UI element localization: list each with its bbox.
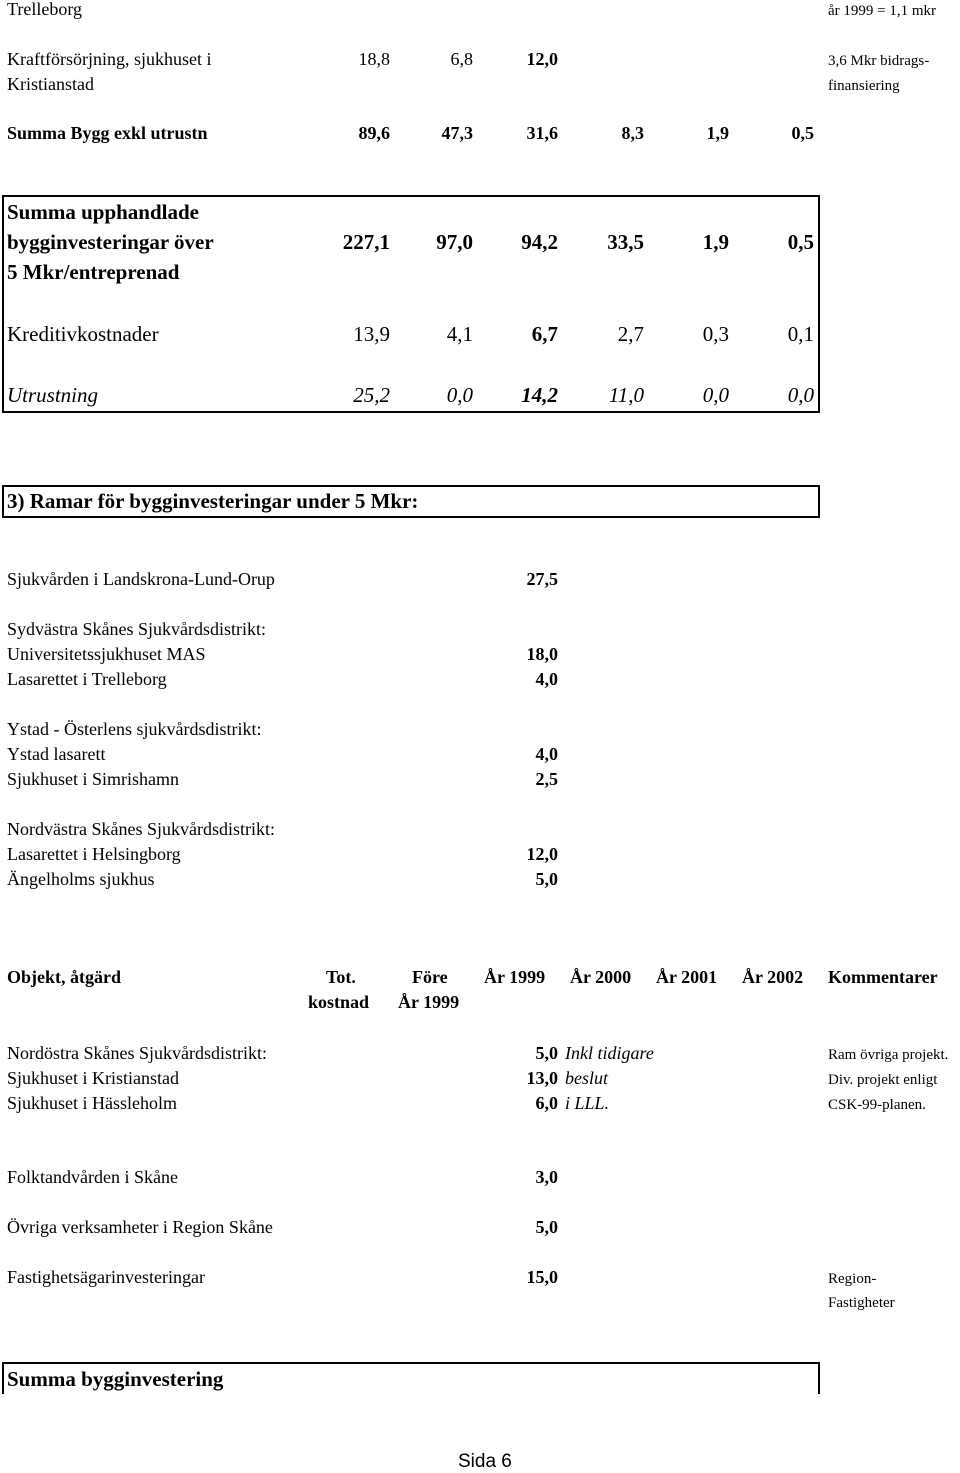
ramar-label-1: Sydvästra Skånes Sjukvårdsdistrikt: xyxy=(7,619,266,639)
summa-bygg-2001: 1,9 xyxy=(706,123,729,143)
kredit-2000: 2,7 xyxy=(617,322,644,346)
header-fore-line2: År 1999 xyxy=(398,992,460,1012)
nordost-label-0: Nordöstra Skånes Sjukvårdsdistrikt: xyxy=(7,1043,267,1063)
fastighet-comment-line2: Fastigheter xyxy=(828,1295,895,1311)
kraft-value-tot: 18,8 xyxy=(358,49,390,69)
kraft-comment-line1: 3,6 Mkr bidrags- xyxy=(828,53,930,69)
summa-bygg-1999: 31,6 xyxy=(526,123,558,143)
summa-upph-fore: 97,0 xyxy=(436,230,473,254)
utrustning-tot: 25,2 xyxy=(353,383,390,407)
nordost-label-1: Sjukhuset i Kristianstad xyxy=(7,1068,179,1088)
header-year-2001: År 2001 xyxy=(656,967,718,987)
nordost-note-2: i LLL. xyxy=(565,1093,610,1113)
nordost-value-0: 5,0 xyxy=(535,1043,558,1063)
summa-upph-1999: 94,2 xyxy=(521,230,558,254)
ovriga-label: Övriga verksamheter i Region Skåne xyxy=(7,1217,273,1237)
folk-value: 3,0 xyxy=(535,1167,558,1187)
ramar-value-8: 12,0 xyxy=(526,844,558,864)
ramar-value-3: 4,0 xyxy=(535,669,558,689)
nordost-note-0: Inkl tidigare xyxy=(565,1043,654,1063)
header-year-2002: År 2002 xyxy=(742,967,804,987)
nordost-value-2: 6,0 xyxy=(535,1093,558,1113)
ramar-value-0: 27,5 xyxy=(526,569,558,589)
folk-label: Folktandvården i Skåne xyxy=(7,1167,178,1187)
summa-upph-tot: 227,1 xyxy=(342,230,390,254)
nordost-comment-0: Ram övriga projekt. xyxy=(828,1047,949,1063)
ramar-label-0: Sjukvården i Landskrona-Lund-Orup xyxy=(7,569,275,589)
kraft-comment-line2: finansiering xyxy=(828,78,900,94)
ovriga-value: 5,0 xyxy=(535,1217,558,1237)
kraft-value-fore: 6,8 xyxy=(450,49,473,69)
utrustning-1999: 14,2 xyxy=(521,383,558,407)
kredit-tot: 13,9 xyxy=(353,322,390,346)
header-tot-line1: Tot. xyxy=(326,967,356,987)
ramar-label-6: Sjukhuset i Simrishamn xyxy=(7,769,180,789)
kredit-label: Kreditivkostnader xyxy=(7,322,159,346)
summa-upph-2001: 1,9 xyxy=(702,230,729,254)
summa-bygg-label: Summa Bygg exkl utrustn xyxy=(7,123,208,143)
summa-upph-2002: 0,5 xyxy=(787,230,814,254)
fastighet-label: Fastighetsägarinvesteringar xyxy=(7,1267,205,1287)
summa-bygginvestering-label: Summa bygginvestering xyxy=(7,1367,224,1391)
fastighet-value: 15,0 xyxy=(526,1267,558,1287)
ramar-value-6: 2,5 xyxy=(535,769,558,789)
header-year-1999: År 1999 xyxy=(484,967,546,987)
top-left-label: Trelleborg xyxy=(7,0,83,19)
utrustning-label: Utrustning xyxy=(7,383,99,407)
ramar-label-4: Ystad - Österlens sjukvårdsdistrikt: xyxy=(7,719,262,739)
ramar-label-8: Lasarettet i Helsingborg xyxy=(7,844,181,864)
summa-bygg-tot: 89,6 xyxy=(358,123,390,143)
kraft-label-line1: Kraftförsörjning, sjukhuset i xyxy=(7,49,212,69)
nordost-comment-2: CSK-99-planen. xyxy=(828,1097,926,1113)
kredit-2001: 0,3 xyxy=(702,322,729,346)
utrustning-2001: 0,0 xyxy=(702,383,729,407)
kredit-fore: 4,1 xyxy=(446,322,473,346)
header-tot-line2: kostnad xyxy=(308,992,370,1012)
ramar-label-2: Universitetssjukhuset MAS xyxy=(7,644,206,664)
utrustning-2002: 0,0 xyxy=(787,383,814,407)
ramar-value-5: 4,0 xyxy=(535,744,558,764)
fastighet-comment-line1: Region- xyxy=(828,1271,877,1287)
ramar-label-7: Nordvästra Skånes Sjukvårdsdistrikt: xyxy=(7,819,275,839)
nordost-note-1: beslut xyxy=(565,1068,608,1088)
utrustning-fore: 0,0 xyxy=(446,383,473,407)
header-objekt: Objekt, åtgärd xyxy=(7,967,121,987)
summa-upph-line2: bygginvesteringar över xyxy=(7,230,214,254)
nordost-value-1: 13,0 xyxy=(526,1068,558,1088)
kredit-1999: 6,7 xyxy=(531,322,558,346)
header-fore-line1: Före xyxy=(412,967,448,987)
nordost-comment-1: Div. projekt enligt xyxy=(828,1072,938,1088)
summa-upph-line3: 5 Mkr/entreprenad xyxy=(7,260,180,284)
top-right-note: år 1999 = 1,1 mkr xyxy=(828,3,937,19)
header-kommentarer: Kommentarer xyxy=(828,967,938,987)
summa-upph-line1: Summa upphandlade xyxy=(7,200,200,224)
utrustning-2000: 11,0 xyxy=(608,383,644,407)
summa-bygg-2000: 8,3 xyxy=(621,123,644,143)
summa-bygg-2002: 0,5 xyxy=(791,123,814,143)
summa-bygg-fore: 47,3 xyxy=(441,123,473,143)
ramar-value-2: 18,0 xyxy=(526,644,558,664)
page-number: Sida 6 xyxy=(458,1451,512,1472)
section3-title: 3) Ramar för bygginvesteringar under 5 Mkr: xyxy=(7,489,419,513)
kraft-label-line2: Kristianstad xyxy=(7,74,94,94)
ramar-label-5: Ystad lasarett xyxy=(7,744,106,764)
summa-upph-2000: 33,5 xyxy=(607,230,644,254)
header-year-2000: År 2000 xyxy=(570,967,632,987)
ramar-value-9: 5,0 xyxy=(535,869,558,889)
ramar-label-3: Lasarettet i Trelleborg xyxy=(7,669,167,689)
kredit-2002: 0,1 xyxy=(787,322,814,346)
nordost-label-2: Sjukhuset i Hässleholm xyxy=(7,1093,177,1113)
ramar-label-9: Ängelholms sjukhus xyxy=(7,869,155,889)
kraft-value-1999: 12,0 xyxy=(526,49,558,69)
